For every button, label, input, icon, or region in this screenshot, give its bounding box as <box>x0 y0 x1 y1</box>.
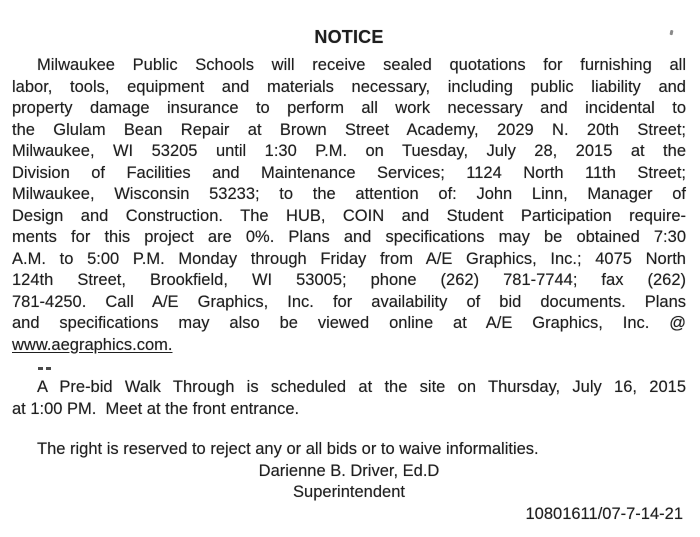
scan-artifact <box>38 367 56 370</box>
notice-body-line: property damage insurance to perform all work necessary and incidental to <box>12 99 686 117</box>
notice-body-line: labor, tools, equipment and materials necessary, including public liability and <box>12 77 686 96</box>
signature-name: Darienne B. Driver, Ed.D <box>258 461 440 480</box>
notice-body-line: 781-4250. Call A/E Graphics, Inc. for availability of bid documents. Plans <box>12 292 686 311</box>
notice-content <box>12 0 686 525</box>
notice-title: NOTICE <box>314 27 384 47</box>
notice-body-line: Milwaukee Public Schools will receive sealed quotations for furnishing all <box>37 56 686 74</box>
notice-body-line <box>12 335 686 357</box>
notice-body-line: Milwaukee, WI 53205 until 1:30 P.M. on Tuesday, July 28, 2015 at the <box>12 142 686 160</box>
notice-body-line: ments for this project are 0%. Plans and specifications may be obtained 7:30 <box>12 228 686 246</box>
notice-body-line: the Glulam Bean Repair at Brown Street Academy, 2029 N. 20th Street; <box>12 120 686 139</box>
notice-body-line: and specifications may also be viewed online at A/E Graphics, Inc. @ <box>12 314 686 332</box>
notice-body-line: A.M. to 5:00 P.M. Monday through Friday from A/E Graphics, Inc.; 4075 North <box>12 249 686 268</box>
website-link: www.aegraphics.com. <box>12 335 173 354</box>
notice-body-line: Division of Facilities and Maintenance Services; 1124 North 11th Street; <box>12 163 686 182</box>
prebid-line: A Pre-bid Walk Through is scheduled at the site on Thursday, July 16, 2015 <box>37 378 686 396</box>
rights-reserved-line: The right is reserved to reject any or all bids or to waive informalities. <box>37 440 539 458</box>
notice-body-paragraph <box>12 55 686 356</box>
prebid-line: at 1:00 PM. Meet at the front entrance. <box>12 399 300 418</box>
prebid-paragraph <box>12 377 686 420</box>
signature-title: Superintendent <box>293 483 405 501</box>
notice-body-line: Design and Construction. The HUB, COIN and Student Participation require- <box>12 206 686 225</box>
reference-number: 10801611/07-7-14-21 <box>525 504 683 523</box>
notice-body-line: 124th Street, Brookfield, WI 53005; phone (262) 781-7744; fax (262) <box>12 271 686 289</box>
notice-body-line: Milwaukee, Wisconsin 53233; to the attention of: John Linn, Manager of <box>12 185 686 203</box>
